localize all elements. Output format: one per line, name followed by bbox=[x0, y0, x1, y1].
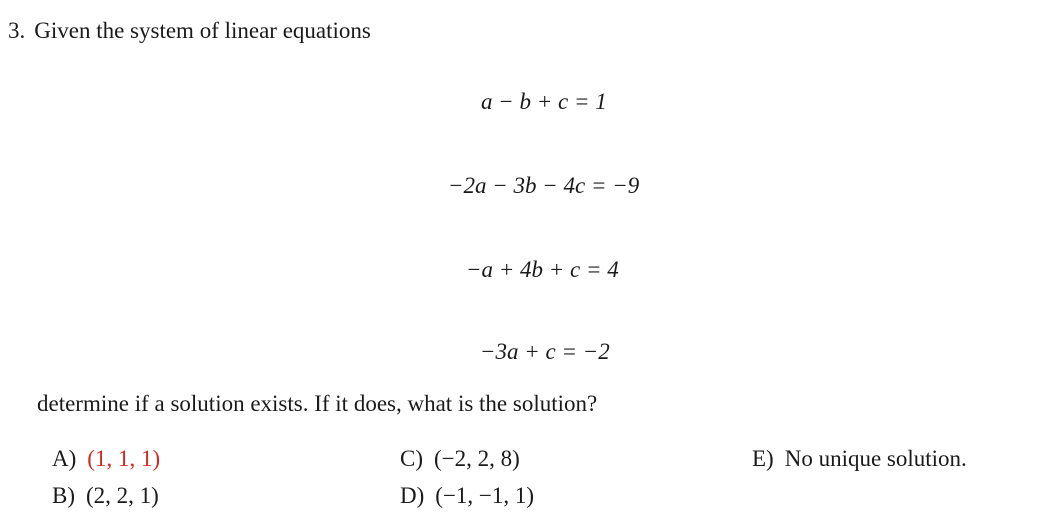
equation-2: −2a − 3b − 4c = −9 bbox=[448, 173, 640, 198]
choice-e bbox=[752, 444, 967, 474]
choice-value: (1, 1, 1) bbox=[87, 446, 161, 471]
choice-a bbox=[52, 444, 160, 474]
choice-b bbox=[52, 481, 159, 511]
question-header bbox=[8, 16, 371, 46]
equation-3: −a + 4b + c = 4 bbox=[466, 257, 619, 282]
choice-letter: A) bbox=[52, 446, 77, 471]
question-intro: Given the system of linear equations bbox=[34, 18, 371, 43]
choice-value: (−2, 2, 8) bbox=[434, 446, 520, 471]
choice-letter: E) bbox=[752, 446, 774, 471]
question-number: 3. bbox=[8, 18, 26, 43]
question-prompt: determine if a solution exists. If it does, what is the solution? bbox=[37, 391, 598, 416]
choice-value: No unique solution. bbox=[784, 446, 967, 471]
equation-4: −3a + c = −2 bbox=[480, 339, 610, 364]
choice-value: (2, 2, 1) bbox=[86, 483, 159, 508]
choice-c bbox=[400, 444, 520, 474]
choice-letter: C) bbox=[400, 446, 423, 471]
choice-letter: D) bbox=[400, 483, 425, 508]
choice-letter: B) bbox=[52, 483, 75, 508]
choice-d bbox=[400, 481, 534, 511]
choice-value: (−1, −1, 1) bbox=[435, 483, 535, 508]
equation-1: a − b + c = 1 bbox=[481, 89, 607, 114]
